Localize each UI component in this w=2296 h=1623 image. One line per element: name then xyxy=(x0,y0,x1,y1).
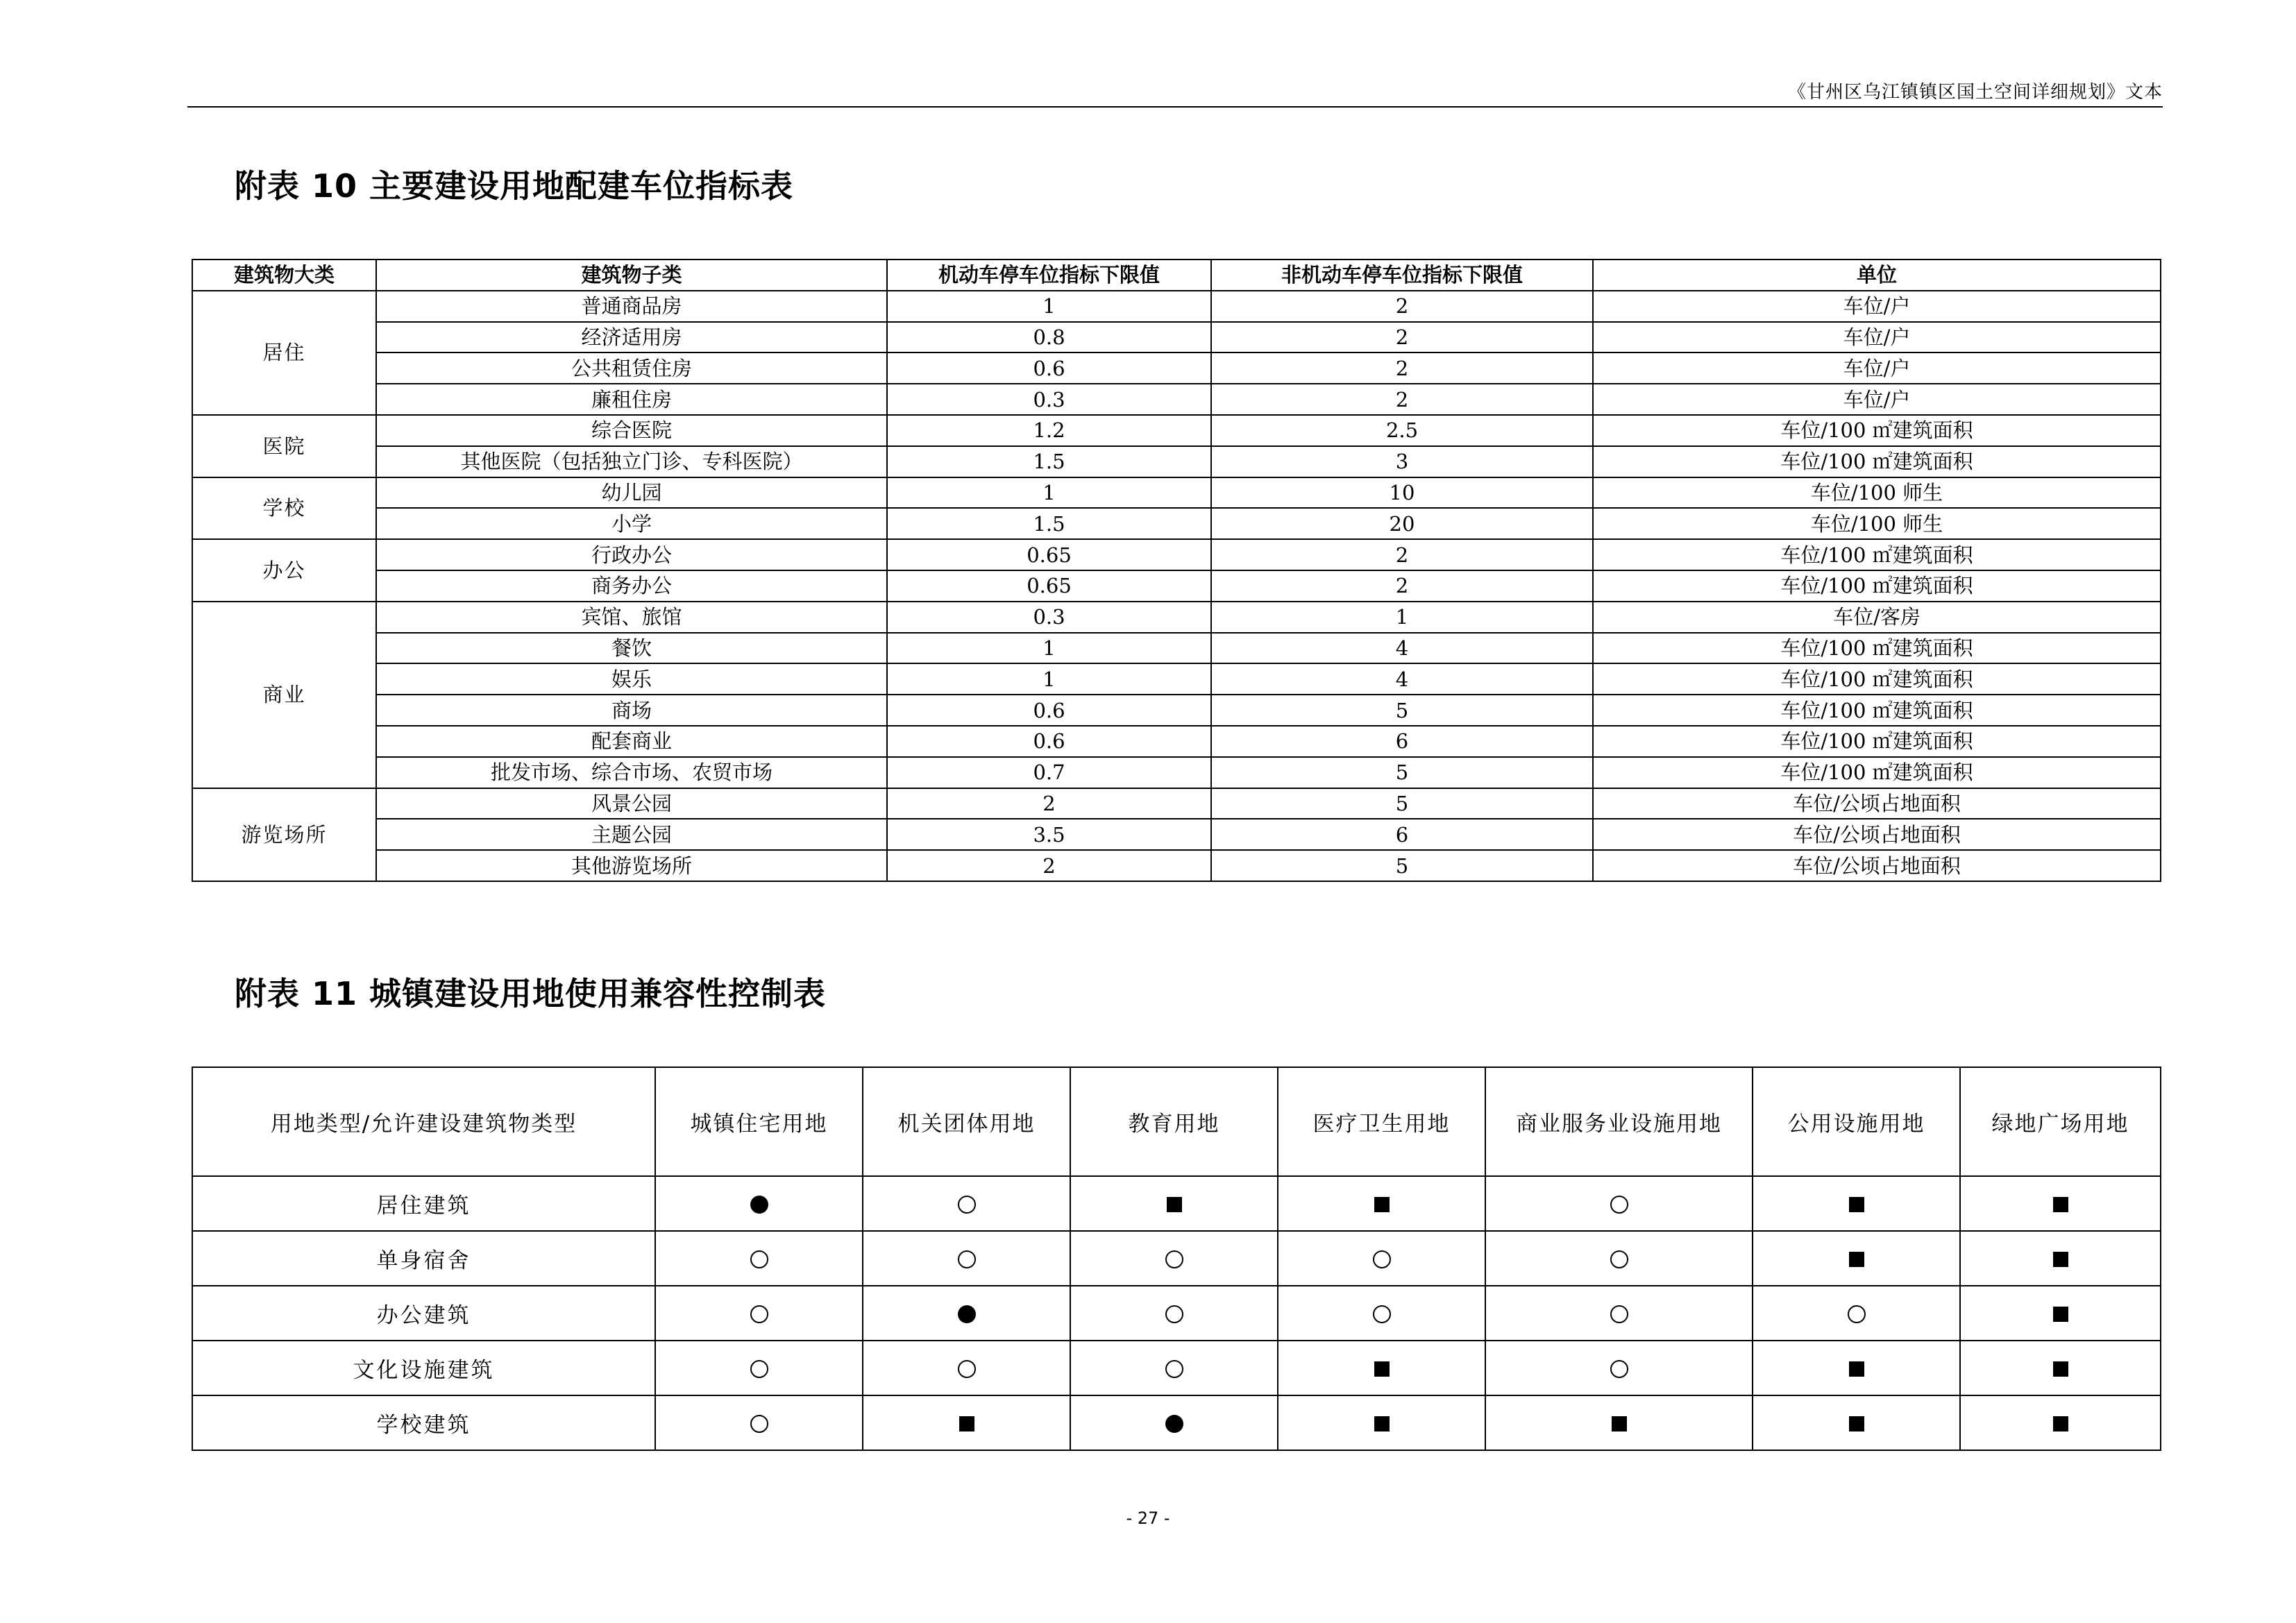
subcategory-cell: 其他医院（包括独立门诊、专科医院） xyxy=(376,446,887,477)
compatibility-cell xyxy=(1485,1176,1753,1231)
land-compatibility-table xyxy=(192,1067,2161,1451)
unit-cell: 车位/100 ㎡建筑面积 xyxy=(1593,539,2161,570)
filled-square-icon xyxy=(1849,1416,1864,1431)
open-circle-icon xyxy=(958,1360,976,1378)
unit-cell: 车位/100 ㎡建筑面积 xyxy=(1593,757,2161,788)
subcategory-cell: 主题公园 xyxy=(376,819,887,850)
table-row xyxy=(192,695,2161,726)
subcategory-cell: 行政办公 xyxy=(376,539,887,570)
open-circle-icon xyxy=(750,1250,768,1268)
table-row xyxy=(192,1395,2161,1450)
compatibility-cell xyxy=(655,1231,863,1286)
column-header: 建筑物大类 xyxy=(192,260,376,291)
motor-parking-value: 1 xyxy=(887,477,1211,509)
category-cell: 办公 xyxy=(192,539,376,602)
filled-square-icon xyxy=(1849,1197,1864,1212)
table11-body xyxy=(192,1176,2161,1450)
filled-square-icon xyxy=(1167,1197,1182,1212)
category-cell: 商业 xyxy=(192,602,376,788)
building-type-cell: 学校建筑 xyxy=(192,1395,655,1450)
table-row xyxy=(192,384,2161,415)
open-circle-icon xyxy=(1848,1305,1866,1323)
filled-square-icon xyxy=(1612,1416,1627,1431)
filled-square-icon xyxy=(2053,1307,2068,1322)
nonmotor-parking-value: 2 xyxy=(1211,570,1593,602)
nonmotor-parking-value: 5 xyxy=(1211,850,1593,881)
table-row xyxy=(192,1176,2161,1231)
subcategory-cell: 小学 xyxy=(376,508,887,539)
open-circle-icon xyxy=(1610,1250,1628,1268)
motor-parking-value: 0.3 xyxy=(887,602,1211,633)
unit-cell: 车位/客房 xyxy=(1593,602,2161,633)
subcategory-cell: 公共租赁住房 xyxy=(376,352,887,384)
compatibility-cell xyxy=(655,1395,863,1450)
open-circle-icon xyxy=(750,1305,768,1323)
open-circle-icon xyxy=(1165,1305,1183,1323)
table-row xyxy=(192,757,2161,788)
open-circle-icon xyxy=(1610,1360,1628,1378)
open-circle-icon xyxy=(1373,1305,1391,1323)
open-circle-icon xyxy=(1165,1250,1183,1268)
category-cell: 居住 xyxy=(192,291,376,415)
table-row xyxy=(192,633,2161,664)
table-row xyxy=(192,850,2161,881)
motor-parking-value: 1 xyxy=(887,633,1211,664)
filled-circle-icon xyxy=(750,1196,768,1214)
compatibility-cell xyxy=(1070,1286,1278,1341)
table-row xyxy=(192,602,2161,633)
nonmotor-parking-value: 6 xyxy=(1211,726,1593,757)
table-row xyxy=(192,788,2161,819)
unit-cell: 车位/公顷占地面积 xyxy=(1593,850,2161,881)
filled-square-icon xyxy=(2053,1361,2068,1377)
compatibility-cell xyxy=(1070,1395,1278,1450)
column-header: 商业服务业设施用地 xyxy=(1485,1067,1753,1176)
open-circle-icon xyxy=(1610,1305,1628,1323)
column-header: 用地类型/允许建设建筑物类型 xyxy=(192,1067,655,1176)
unit-cell: 车位/100 ㎡建筑面积 xyxy=(1593,415,2161,446)
table-row xyxy=(192,1341,2161,1395)
filled-square-icon xyxy=(959,1416,974,1431)
table-header-row xyxy=(192,260,2161,291)
motor-parking-value: 2 xyxy=(887,788,1211,819)
table10-title: 附表 10 主要建设用地配建车位指标表 xyxy=(235,167,794,205)
nonmotor-parking-value: 5 xyxy=(1211,757,1593,788)
motor-parking-value: 3.5 xyxy=(887,819,1211,850)
compatibility-cell xyxy=(1485,1395,1753,1450)
unit-cell: 车位/100 ㎡建筑面积 xyxy=(1593,726,2161,757)
open-circle-icon xyxy=(1610,1196,1628,1214)
compatibility-cell xyxy=(1485,1286,1753,1341)
open-circle-icon xyxy=(1165,1360,1183,1378)
nonmotor-parking-value: 2 xyxy=(1211,384,1593,415)
table-row xyxy=(192,322,2161,353)
subcategory-cell: 商场 xyxy=(376,695,887,726)
nonmotor-parking-value: 1 xyxy=(1211,602,1593,633)
table10-body xyxy=(192,291,2161,881)
compatibility-cell xyxy=(655,1341,863,1395)
compatibility-cell xyxy=(1070,1341,1278,1395)
motor-parking-value: 0.65 xyxy=(887,539,1211,570)
subcategory-cell: 娱乐 xyxy=(376,663,887,695)
column-header: 非机动车停车位指标下限值 xyxy=(1211,260,1593,291)
compatibility-cell xyxy=(1278,1286,1485,1341)
table-header-row xyxy=(192,1067,2161,1176)
column-header: 公用设施用地 xyxy=(1753,1067,1960,1176)
subcategory-cell: 其他游览场所 xyxy=(376,850,887,881)
unit-cell: 车位/100 ㎡建筑面积 xyxy=(1593,570,2161,602)
nonmotor-parking-value: 3 xyxy=(1211,446,1593,477)
compatibility-cell xyxy=(1278,1176,1485,1231)
column-header: 建筑物子类 xyxy=(376,260,887,291)
open-circle-icon xyxy=(958,1250,976,1268)
table-row xyxy=(192,415,2161,446)
open-circle-icon xyxy=(750,1360,768,1378)
compatibility-cell xyxy=(1753,1341,1960,1395)
filled-circle-icon xyxy=(958,1305,976,1323)
subcategory-cell: 综合医院 xyxy=(376,415,887,446)
unit-cell: 车位/公顷占地面积 xyxy=(1593,819,2161,850)
compatibility-cell xyxy=(1485,1231,1753,1286)
table-row xyxy=(192,726,2161,757)
column-header: 城镇住宅用地 xyxy=(655,1067,863,1176)
compatibility-cell xyxy=(863,1395,1070,1450)
column-header: 单位 xyxy=(1593,260,2161,291)
unit-cell: 车位/100 ㎡建筑面积 xyxy=(1593,695,2161,726)
document-header: 《甘州区乌江镇镇区国土空间详细规划》文本 xyxy=(1787,82,2163,103)
subcategory-cell: 普通商品房 xyxy=(376,291,887,322)
subcategory-cell: 餐饮 xyxy=(376,633,887,664)
column-header: 机关团体用地 xyxy=(863,1067,1070,1176)
nonmotor-parking-value: 4 xyxy=(1211,633,1593,664)
building-type-cell: 办公建筑 xyxy=(192,1286,655,1341)
motor-parking-value: 0.6 xyxy=(887,695,1211,726)
nonmotor-parking-value: 5 xyxy=(1211,788,1593,819)
column-header: 机动车停车位指标下限值 xyxy=(887,260,1211,291)
building-type-cell: 居住建筑 xyxy=(192,1176,655,1231)
unit-cell: 车位/公顷占地面积 xyxy=(1593,788,2161,819)
filled-square-icon xyxy=(1374,1361,1390,1377)
category-cell: 游览场所 xyxy=(192,788,376,881)
column-header: 教育用地 xyxy=(1070,1067,1278,1176)
compatibility-cell xyxy=(1278,1395,1485,1450)
nonmotor-parking-value: 2 xyxy=(1211,322,1593,353)
nonmotor-parking-value: 10 xyxy=(1211,477,1593,509)
motor-parking-value: 1.5 xyxy=(887,508,1211,539)
table-row xyxy=(192,570,2161,602)
unit-cell: 车位/100 师生 xyxy=(1593,477,2161,509)
compatibility-cell xyxy=(655,1176,863,1231)
unit-cell: 车位/100 ㎡建筑面积 xyxy=(1593,663,2161,695)
compatibility-cell xyxy=(1753,1286,1960,1341)
table-row xyxy=(192,291,2161,322)
filled-square-icon xyxy=(1849,1252,1864,1267)
filled-square-icon xyxy=(1374,1416,1390,1431)
motor-parking-value: 0.6 xyxy=(887,726,1211,757)
motor-parking-value: 1.5 xyxy=(887,446,1211,477)
compatibility-cell xyxy=(1070,1176,1278,1231)
compatibility-cell xyxy=(1753,1176,1960,1231)
filled-square-icon xyxy=(2053,1252,2068,1267)
column-header: 医疗卫生用地 xyxy=(1278,1067,1485,1176)
nonmotor-parking-value: 2 xyxy=(1211,291,1593,322)
motor-parking-value: 1 xyxy=(887,663,1211,695)
filled-square-icon xyxy=(2053,1197,2068,1212)
subcategory-cell: 风景公园 xyxy=(376,788,887,819)
compatibility-cell xyxy=(1278,1341,1485,1395)
motor-parking-value: 0.7 xyxy=(887,757,1211,788)
nonmotor-parking-value: 5 xyxy=(1211,695,1593,726)
nonmotor-parking-value: 20 xyxy=(1211,508,1593,539)
unit-cell: 车位/100 师生 xyxy=(1593,508,2161,539)
nonmotor-parking-value: 2 xyxy=(1211,539,1593,570)
compatibility-cell xyxy=(1278,1231,1485,1286)
unit-cell: 车位/户 xyxy=(1593,352,2161,384)
unit-cell: 车位/100 ㎡建筑面积 xyxy=(1593,633,2161,664)
compatibility-cell xyxy=(1485,1341,1753,1395)
subcategory-cell: 商务办公 xyxy=(376,570,887,602)
subcategory-cell: 廉租住房 xyxy=(376,384,887,415)
subcategory-cell: 批发市场、综合市场、农贸市场 xyxy=(376,757,887,788)
open-circle-icon xyxy=(750,1415,768,1433)
table-row xyxy=(192,663,2161,695)
table-row xyxy=(192,352,2161,384)
filled-square-icon xyxy=(1849,1361,1864,1377)
filled-circle-icon xyxy=(1165,1415,1183,1433)
compatibility-cell xyxy=(863,1286,1070,1341)
unit-cell: 车位/户 xyxy=(1593,322,2161,353)
table-row xyxy=(192,1286,2161,1341)
nonmotor-parking-value: 6 xyxy=(1211,819,1593,850)
compatibility-cell xyxy=(655,1286,863,1341)
column-header: 绿地广场用地 xyxy=(1960,1067,2161,1176)
unit-cell: 车位/户 xyxy=(1593,291,2161,322)
subcategory-cell: 配套商业 xyxy=(376,726,887,757)
motor-parking-value: 1 xyxy=(887,291,1211,322)
nonmotor-parking-value: 2.5 xyxy=(1211,415,1593,446)
parking-index-table xyxy=(192,259,2161,882)
compatibility-cell xyxy=(863,1231,1070,1286)
nonmotor-parking-value: 2 xyxy=(1211,352,1593,384)
subcategory-cell: 幼儿园 xyxy=(376,477,887,509)
compatibility-cell xyxy=(863,1176,1070,1231)
motor-parking-value: 0.3 xyxy=(887,384,1211,415)
motor-parking-value: 0.6 xyxy=(887,352,1211,384)
compatibility-cell xyxy=(1960,1176,2161,1231)
header-rule xyxy=(187,106,2163,108)
category-cell: 医院 xyxy=(192,415,376,477)
building-type-cell: 文化设施建筑 xyxy=(192,1341,655,1395)
motor-parking-value: 0.65 xyxy=(887,570,1211,602)
motor-parking-value: 0.8 xyxy=(887,322,1211,353)
table-row xyxy=(192,819,2161,850)
compatibility-cell xyxy=(863,1341,1070,1395)
compatibility-cell xyxy=(1753,1395,1960,1450)
compatibility-cell xyxy=(1070,1231,1278,1286)
table-row xyxy=(192,508,2161,539)
open-circle-icon xyxy=(958,1196,976,1214)
subcategory-cell: 宾馆、旅馆 xyxy=(376,602,887,633)
building-type-cell: 单身宿舍 xyxy=(192,1231,655,1286)
compatibility-cell xyxy=(1753,1231,1960,1286)
page-number: - 27 - xyxy=(1126,1509,1170,1528)
compatibility-cell xyxy=(1960,1286,2161,1341)
nonmotor-parking-value: 4 xyxy=(1211,663,1593,695)
table-row xyxy=(192,1231,2161,1286)
filled-square-icon xyxy=(1374,1197,1390,1212)
table-row xyxy=(192,446,2161,477)
compatibility-cell xyxy=(1960,1395,2161,1450)
motor-parking-value: 1.2 xyxy=(887,415,1211,446)
filled-square-icon xyxy=(2053,1416,2068,1431)
open-circle-icon xyxy=(1373,1250,1391,1268)
unit-cell: 车位/户 xyxy=(1593,384,2161,415)
compatibility-cell xyxy=(1960,1341,2161,1395)
compatibility-cell xyxy=(1960,1231,2161,1286)
table-row xyxy=(192,477,2161,509)
table-row xyxy=(192,539,2161,570)
table11-title: 附表 11 城镇建设用地使用兼容性控制表 xyxy=(235,975,827,1012)
category-cell: 学校 xyxy=(192,477,376,540)
subcategory-cell: 经济适用房 xyxy=(376,322,887,353)
unit-cell: 车位/100 ㎡建筑面积 xyxy=(1593,446,2161,477)
motor-parking-value: 2 xyxy=(887,850,1211,881)
